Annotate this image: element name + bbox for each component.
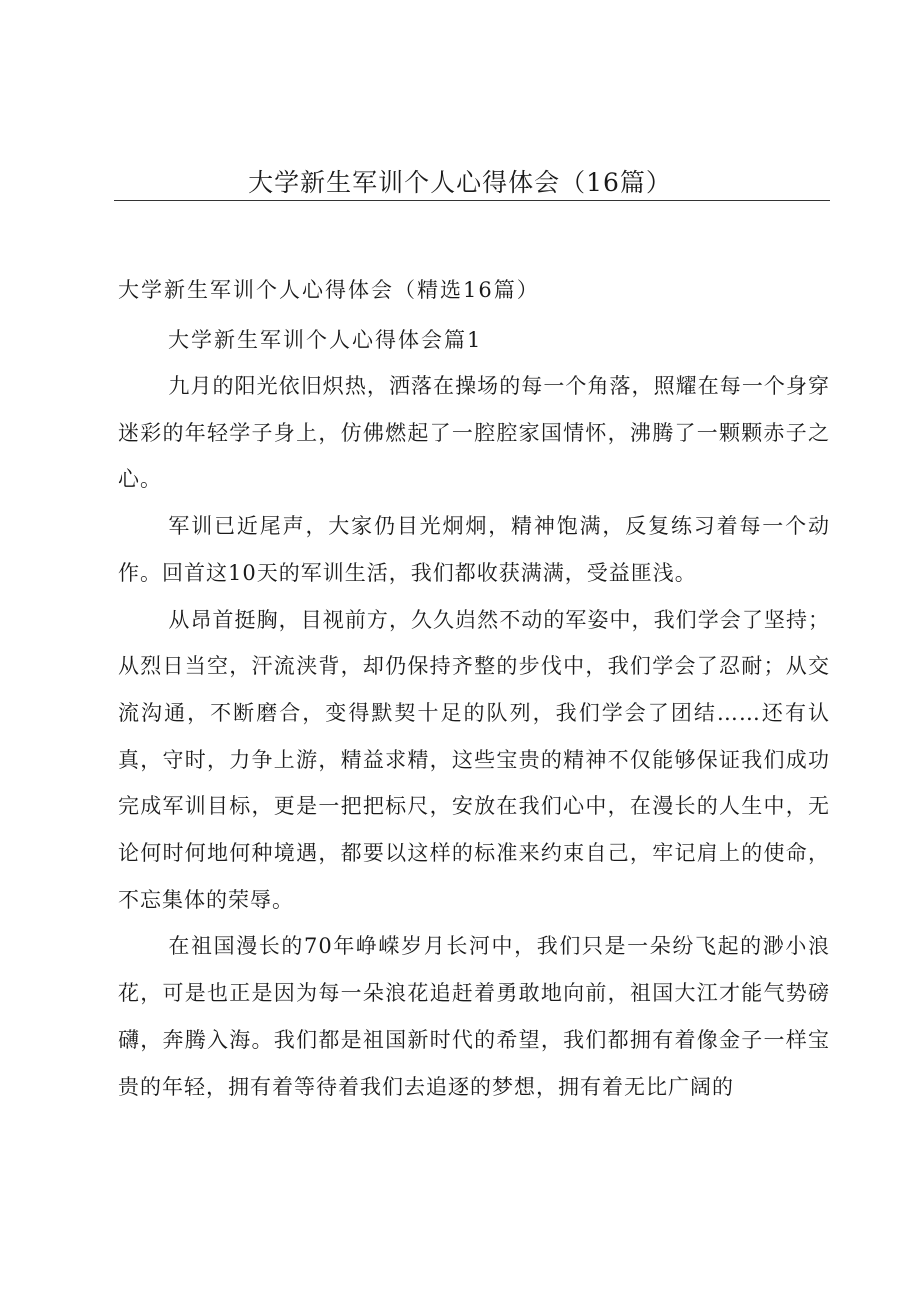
paragraph: 从昂首挺胸，目视前方，久久岿然不动的军姿中，我们学会了坚持；从烈日当空，汗流浃背，却仍保持齐整的步伐中，我们学会了忍耐；从交流沟通，不断磨合，变得默契十足的队列，我们学会了团结……还有认真，守时，力争上游，精益求精，这些宝贵的精神不仅能够保证我们成功完成军训目标，更是一把把标尺，安放在我们心中，在漫长的人生中，无论何时何地何种境遇，都要以这样的标准来约束自己，牢记肩上的使命，不忘集体的荣辱。 — [118, 607, 830, 912]
title-underline — [114, 200, 830, 201]
paragraph: 军训已近尾声，大家仍目光炯炯，精神饱满，反复练习着每一个动作。回首这10天的军训生活，我们都收获满满，受益匪浅。 — [118, 514, 830, 585]
paragraph: 九月的阳光依旧炽热，洒落在操场的每一个角落，照耀在每一个身穿迷彩的年轻学子身上，仿佛燃起了一腔腔家国情怀，沸腾了一颗颗赤子之心。 — [118, 374, 830, 492]
paragraph: 在祖国漫长的70年峥嵘岁月长河中，我们只是一朵纷飞起的渺小浪花，可是也正是因为每一朵浪花追赶着勇敢地向前，祖国大江才能气势磅礴，奔腾入海。我们都是祖国新时代的希望，我们都拥有着像金子一样宝贵的年轻，拥有着等待着我们去追逐的梦想，拥有着无比广阔的 — [118, 934, 830, 1099]
body-text — [118, 363, 830, 1110]
section-heading: 大学新生军训个人心得体会篇1 — [168, 328, 483, 352]
document-title: 大学新生军训个人心得体会（16篇） — [248, 168, 672, 197]
document-subtitle: 大学新生军训个人心得体会（精选16篇） — [118, 278, 540, 302]
